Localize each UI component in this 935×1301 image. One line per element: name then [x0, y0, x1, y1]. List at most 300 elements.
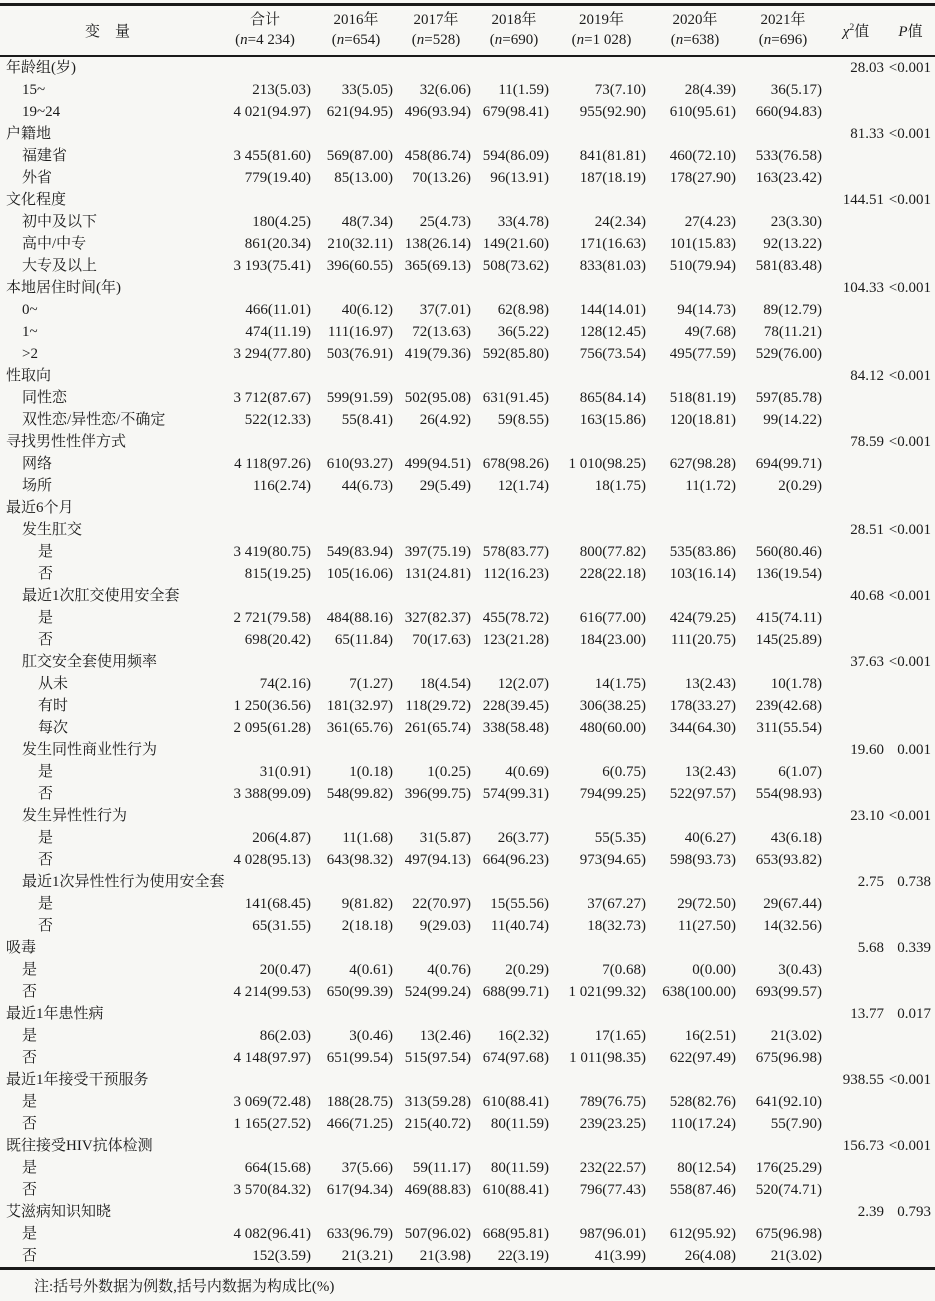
chi2-value-cell	[826, 1025, 886, 1047]
table-row	[0, 79, 935, 101]
variable-cell: 发生同性商业性行为	[22, 742, 158, 758]
value-cell: 20(0.47)	[259, 962, 311, 978]
table-row	[0, 871, 935, 893]
col-header-2020: 2020年 (n=638)	[650, 5, 740, 57]
p-value-cell	[886, 145, 935, 167]
variable-header-label: 变 量	[84, 23, 130, 40]
value-cell: 59(8.55)	[497, 412, 549, 428]
p-value-cell	[886, 409, 935, 431]
value-cell	[315, 497, 397, 519]
value-cell	[650, 585, 740, 607]
value-cell	[650, 497, 740, 519]
value-cell	[215, 56, 315, 79]
variable-cell: 最近1年患性病	[6, 1006, 104, 1022]
p-value-cell	[886, 1091, 935, 1113]
chi2-value-cell: 84.12	[850, 368, 884, 384]
table-row	[0, 827, 935, 849]
variable-cell: 是	[38, 544, 54, 560]
chi2-value-cell	[826, 409, 886, 431]
table-row	[0, 123, 935, 145]
table-row	[0, 563, 935, 585]
table-row	[0, 519, 935, 541]
table-row	[0, 211, 935, 233]
table-row	[0, 805, 935, 827]
value-cell: 396(60.55)	[326, 258, 393, 274]
value-cell: 3 570(84.32)	[233, 1182, 311, 1198]
value-cell	[215, 805, 315, 827]
chi2-suffix: 值	[854, 23, 870, 40]
value-cell: 25(4.73)	[419, 214, 471, 230]
chi2-value-cell	[826, 101, 886, 123]
value-cell: 72(13.63)	[412, 324, 471, 340]
p-value-cell	[886, 695, 935, 717]
variable-cell: 既往接受HIV抗体检测	[6, 1138, 153, 1154]
value-cell: 73(7.10)	[594, 82, 646, 98]
value-cell: 515(97.54)	[404, 1050, 471, 1066]
p-value-cell	[886, 607, 935, 629]
chi2-value-cell	[826, 1223, 886, 1245]
value-cell	[740, 189, 826, 211]
value-cell: 397(75.19)	[404, 544, 471, 560]
value-cell: 4 118(97.26)	[234, 456, 311, 472]
p-value-cell	[886, 497, 935, 519]
chi2-value-cell	[826, 761, 886, 783]
value-cell: 3 455(81.60)	[233, 148, 311, 164]
value-cell	[553, 431, 650, 453]
value-cell: 32(6.06)	[419, 82, 471, 98]
variable-cell: 福建省	[22, 148, 68, 164]
value-cell: 3 419(80.75)	[233, 544, 311, 560]
table-row	[0, 365, 935, 387]
p-value-cell: <0.001	[888, 192, 931, 208]
chi2-value-cell	[826, 255, 886, 277]
chi2-value-cell	[826, 695, 886, 717]
variable-cell: 文化程度	[6, 192, 67, 208]
value-cell	[650, 805, 740, 827]
p-value-cell: 0.793	[897, 1204, 931, 1220]
value-cell: 11(1.59)	[498, 82, 549, 98]
value-cell	[215, 871, 315, 893]
table-row	[0, 1223, 935, 1245]
p-value-cell: <0.001	[888, 280, 931, 296]
value-cell: 592(85.80)	[482, 346, 549, 362]
chi2-value-cell	[826, 321, 886, 343]
value-cell: 4(0.76)	[427, 962, 471, 978]
table-row	[0, 255, 935, 277]
variable-cell: 是	[38, 610, 54, 626]
chi2-value-cell: 78.59	[850, 434, 884, 450]
value-cell: 1(0.25)	[427, 764, 471, 780]
table-row	[0, 1179, 935, 1201]
value-cell: 612(95.92)	[669, 1226, 736, 1242]
p-value-cell	[886, 563, 935, 585]
p-value-cell: 0.001	[897, 742, 931, 758]
value-cell	[553, 1003, 650, 1025]
table-row	[0, 893, 935, 915]
value-cell: 327(82.37)	[404, 610, 471, 626]
value-cell: 11(1.68)	[342, 830, 393, 846]
value-cell: 1 011(98.35)	[569, 1050, 646, 1066]
value-cell: 861(20.34)	[244, 236, 311, 252]
value-cell: 643(98.32)	[326, 852, 393, 868]
p-value-cell	[886, 629, 935, 651]
value-cell: 40(6.27)	[684, 830, 736, 846]
value-cell	[315, 1201, 397, 1223]
value-cell: 664(15.68)	[244, 1160, 311, 1176]
value-cell	[397, 1069, 475, 1091]
value-cell	[650, 519, 740, 541]
value-cell	[475, 1201, 553, 1223]
variable-cell: 否	[22, 1248, 38, 1264]
table-row	[0, 1025, 935, 1047]
value-cell: 522(12.33)	[244, 412, 311, 428]
value-cell: 171(16.63)	[579, 236, 646, 252]
p-value-cell: <0.001	[888, 808, 931, 824]
value-cell	[475, 871, 553, 893]
p-value-cell: <0.001	[888, 434, 931, 450]
value-cell: 92(13.22)	[763, 236, 822, 252]
value-cell: 627(98.28)	[669, 456, 736, 472]
chi2-value-cell	[826, 607, 886, 629]
value-cell	[650, 277, 740, 299]
value-cell: 112(16.23)	[483, 566, 549, 582]
value-cell	[740, 1135, 826, 1157]
chi2-value-cell: 144.51	[842, 192, 884, 208]
value-cell: 10(1.78)	[770, 676, 822, 692]
value-cell: 574(99.31)	[482, 786, 549, 802]
value-cell: 524(99.24)	[404, 984, 471, 1000]
value-cell: 178(33.27)	[669, 698, 736, 714]
value-cell: 610(88.41)	[482, 1182, 549, 1198]
value-cell	[475, 937, 553, 959]
value-cell	[215, 937, 315, 959]
value-cell	[740, 123, 826, 145]
chi2-value-cell: 23.10	[850, 808, 884, 824]
variable-cell: 0~	[22, 302, 38, 318]
variable-cell: 双性恋/异性恋/不确定	[22, 412, 166, 428]
p-value-cell	[886, 893, 935, 915]
table-row	[0, 1047, 935, 1069]
value-cell: 2(0.29)	[778, 478, 822, 494]
statistics-table	[0, 3, 935, 1270]
table-row	[0, 739, 935, 761]
value-cell	[215, 739, 315, 761]
value-cell	[475, 189, 553, 211]
value-cell	[315, 651, 397, 673]
value-cell: 549(83.94)	[326, 544, 393, 560]
value-cell	[475, 123, 553, 145]
value-cell: 21(3.98)	[419, 1248, 471, 1264]
table-row	[0, 1091, 935, 1113]
variable-cell: 否	[38, 632, 54, 648]
value-cell	[740, 937, 826, 959]
table-row	[0, 343, 935, 365]
value-cell	[475, 1135, 553, 1157]
value-cell: 176(25.29)	[755, 1160, 822, 1176]
value-cell: 633(96.79)	[326, 1226, 393, 1242]
chi2-value-cell	[826, 387, 886, 409]
table-row	[0, 783, 935, 805]
value-cell: 3 294(77.80)	[233, 346, 311, 362]
value-cell: 228(22.18)	[579, 566, 646, 582]
chi2-superscript: 2	[849, 21, 855, 33]
value-cell: 12(2.07)	[497, 676, 549, 692]
value-cell: 187(18.19)	[579, 170, 646, 186]
value-cell: 59(11.17)	[412, 1160, 471, 1176]
value-cell: 424(79.25)	[669, 610, 736, 626]
chi2-value-cell	[826, 233, 886, 255]
table-row	[0, 651, 935, 673]
value-cell: 89(12.79)	[763, 302, 822, 318]
p-value-cell	[886, 79, 935, 101]
p-value-cell	[886, 827, 935, 849]
value-cell: 210(32.11)	[327, 236, 393, 252]
value-cell: 163(15.86)	[579, 412, 646, 428]
value-cell: 528(82.76)	[669, 1094, 736, 1110]
value-cell: 2 721(79.58)	[233, 610, 311, 626]
value-cell	[397, 123, 475, 145]
variable-cell: 最近1年接受干预服务	[6, 1072, 149, 1088]
value-cell	[215, 1003, 315, 1025]
value-cell: 17(1.65)	[594, 1028, 646, 1044]
value-cell: 313(59.28)	[404, 1094, 471, 1110]
table-row	[0, 607, 935, 629]
value-cell: 62(8.98)	[497, 302, 549, 318]
p-value-cell	[886, 475, 935, 497]
variable-cell: 否	[38, 918, 54, 934]
p-value-cell	[886, 541, 935, 563]
value-cell: 181(32.97)	[326, 698, 393, 714]
value-cell: 215(40.72)	[404, 1116, 471, 1132]
value-cell	[553, 937, 650, 959]
value-cell: 455(78.72)	[482, 610, 549, 626]
chi2-value-cell	[826, 453, 886, 475]
value-cell: 7(0.68)	[602, 962, 646, 978]
value-cell	[397, 937, 475, 959]
value-cell: 4(0.69)	[505, 764, 549, 780]
value-cell: 678(98.26)	[482, 456, 549, 472]
value-cell: 80(12.54)	[677, 1160, 736, 1176]
value-cell: 469(88.83)	[404, 1182, 471, 1198]
value-cell	[315, 871, 397, 893]
chi2-value-cell	[826, 629, 886, 651]
value-cell: 560(80.46)	[755, 544, 822, 560]
value-cell	[553, 651, 650, 673]
variable-cell: 户籍地	[6, 126, 52, 142]
table-row	[0, 321, 935, 343]
value-cell: 11(40.74)	[490, 918, 549, 934]
table-row	[0, 1201, 935, 1223]
value-cell: 120(18.81)	[669, 412, 736, 428]
value-cell: 145(25.89)	[755, 632, 822, 648]
col-header-p	[886, 5, 935, 57]
value-cell: 594(86.09)	[482, 148, 549, 164]
value-cell: 22(3.19)	[497, 1248, 549, 1264]
chi2-value-cell	[826, 915, 886, 937]
value-cell: 693(99.57)	[755, 984, 822, 1000]
value-cell: 4(0.61)	[349, 962, 393, 978]
chi2-value-cell	[826, 211, 886, 233]
table-row	[0, 849, 935, 871]
value-cell	[475, 805, 553, 827]
value-cell: 15(55.56)	[490, 896, 549, 912]
value-cell	[397, 651, 475, 673]
p-value-cell: 0.738	[897, 874, 931, 890]
value-cell	[650, 1135, 740, 1157]
value-cell: 1 021(99.32)	[568, 984, 646, 1000]
chi2-value-cell	[826, 79, 886, 101]
value-cell: 21(3.21)	[341, 1248, 393, 1264]
variable-cell: 否	[22, 1050, 38, 1066]
chi2-value-cell	[826, 959, 886, 981]
value-cell	[215, 1069, 315, 1091]
value-cell: 41(3.99)	[594, 1248, 646, 1264]
value-cell: 24(2.34)	[594, 214, 646, 230]
value-cell: 9(29.03)	[419, 918, 471, 934]
col-header-2016: 2016年 (n=654)	[315, 5, 397, 57]
value-cell: 533(76.58)	[755, 148, 822, 164]
variable-cell: 1~	[22, 324, 38, 340]
value-cell: 622(97.49)	[669, 1050, 736, 1066]
chi2-value-cell: 5.68	[857, 940, 884, 956]
variable-cell: 场所	[22, 478, 53, 494]
p-value-cell: 0.339	[897, 940, 931, 956]
table-row	[0, 761, 935, 783]
value-cell: 668(95.81)	[482, 1226, 549, 1242]
p-value-cell: <0.001	[888, 1072, 931, 1088]
value-cell: 74(2.16)	[259, 676, 311, 692]
value-cell: 29(67.44)	[763, 896, 822, 912]
value-cell: 29(72.50)	[677, 896, 736, 912]
value-cell: 674(97.68)	[482, 1050, 549, 1066]
variable-cell: 同性恋	[22, 390, 68, 406]
value-cell	[475, 497, 553, 519]
value-cell: 987(96.01)	[579, 1226, 646, 1242]
value-cell: 679(98.41)	[482, 104, 549, 120]
value-cell	[215, 1135, 315, 1157]
value-cell	[650, 189, 740, 211]
chi2-value-cell	[826, 343, 886, 365]
p-value-cell	[886, 1047, 935, 1069]
value-cell	[215, 585, 315, 607]
value-cell: 508(73.62)	[482, 258, 549, 274]
value-cell: 85(13.00)	[334, 170, 393, 186]
value-cell	[475, 277, 553, 299]
value-cell	[553, 1069, 650, 1091]
p-value-cell	[886, 167, 935, 189]
p-value-cell: <0.001	[888, 60, 931, 76]
table-row	[0, 101, 935, 123]
value-cell: 610(93.27)	[326, 456, 393, 472]
value-cell: 33(4.78)	[497, 214, 549, 230]
value-cell: 37(5.66)	[341, 1160, 393, 1176]
value-cell: 44(6.73)	[341, 478, 393, 494]
table-row	[0, 189, 935, 211]
value-cell: 13(2.46)	[419, 1028, 471, 1044]
value-cell	[397, 805, 475, 827]
value-cell: 37(7.01)	[419, 302, 471, 318]
value-cell: 144(14.01)	[579, 302, 646, 318]
table-row	[0, 277, 935, 299]
value-cell: 815(19.25)	[244, 566, 311, 582]
variable-cell: 外省	[22, 170, 53, 186]
table-row	[0, 233, 935, 255]
value-cell: 520(74.71)	[755, 1182, 822, 1198]
value-cell	[397, 277, 475, 299]
value-cell	[740, 1069, 826, 1091]
value-cell: 11(27.50)	[677, 918, 736, 934]
value-cell: 415(74.11)	[756, 610, 822, 626]
variable-cell: 性取向	[6, 368, 52, 384]
value-cell	[397, 497, 475, 519]
value-cell: 94(14.73)	[677, 302, 736, 318]
value-cell: 3 712(87.67)	[233, 390, 311, 406]
p-value-cell	[886, 453, 935, 475]
value-cell: 484(88.16)	[326, 610, 393, 626]
value-cell: 510(79.94)	[669, 258, 736, 274]
value-cell: 27(4.23)	[684, 214, 736, 230]
p-value-cell	[886, 915, 935, 937]
value-cell	[397, 1003, 475, 1025]
value-cell: 598(93.73)	[669, 852, 736, 868]
chi2-value-cell: 28.03	[850, 60, 884, 76]
value-cell	[475, 431, 553, 453]
value-cell: 1 250(36.56)	[233, 698, 311, 714]
value-cell	[315, 1135, 397, 1157]
value-cell: 4 028(95.13)	[233, 852, 311, 868]
value-cell	[553, 871, 650, 893]
value-cell	[215, 277, 315, 299]
value-cell: 28(4.39)	[684, 82, 736, 98]
value-cell	[397, 1201, 475, 1223]
value-cell	[475, 56, 553, 79]
p-suffix: 值	[907, 23, 923, 40]
value-cell: 163(23.42)	[755, 170, 822, 186]
value-cell: 4 148(97.97)	[233, 1050, 311, 1066]
value-cell: 458(86.74)	[404, 148, 471, 164]
value-cell: 13(2.43)	[684, 764, 736, 780]
value-cell: 535(83.86)	[669, 544, 736, 560]
value-cell: 29(5.49)	[419, 478, 471, 494]
value-cell	[650, 431, 740, 453]
value-cell: 955(92.90)	[579, 104, 646, 120]
variable-cell: 发生肛交	[22, 522, 83, 538]
table-row	[0, 695, 935, 717]
value-cell: 16(2.51)	[684, 1028, 736, 1044]
value-cell: 800(77.82)	[579, 544, 646, 560]
table-row	[0, 959, 935, 981]
value-cell: 184(23.00)	[579, 632, 646, 648]
p-value-cell: <0.001	[888, 654, 931, 670]
chi2-value-cell	[826, 717, 886, 739]
p-value-cell	[886, 1113, 935, 1135]
value-cell	[315, 739, 397, 761]
chi2-value-cell	[826, 497, 886, 519]
table-row	[0, 937, 935, 959]
value-cell: 610(88.41)	[482, 1094, 549, 1110]
value-cell: 4 021(94.97)	[233, 104, 311, 120]
value-cell	[553, 123, 650, 145]
chi2-value-cell: 938.55	[842, 1072, 884, 1088]
value-cell: 6(0.75)	[602, 764, 646, 780]
value-cell: 116(2.74)	[252, 478, 311, 494]
value-cell: 43(6.18)	[770, 830, 822, 846]
value-cell: 18(1.75)	[594, 478, 646, 494]
value-cell: 23(3.30)	[770, 214, 822, 230]
value-cell: 558(87.46)	[669, 1182, 736, 1198]
value-cell	[215, 123, 315, 145]
p-value-cell	[886, 233, 935, 255]
